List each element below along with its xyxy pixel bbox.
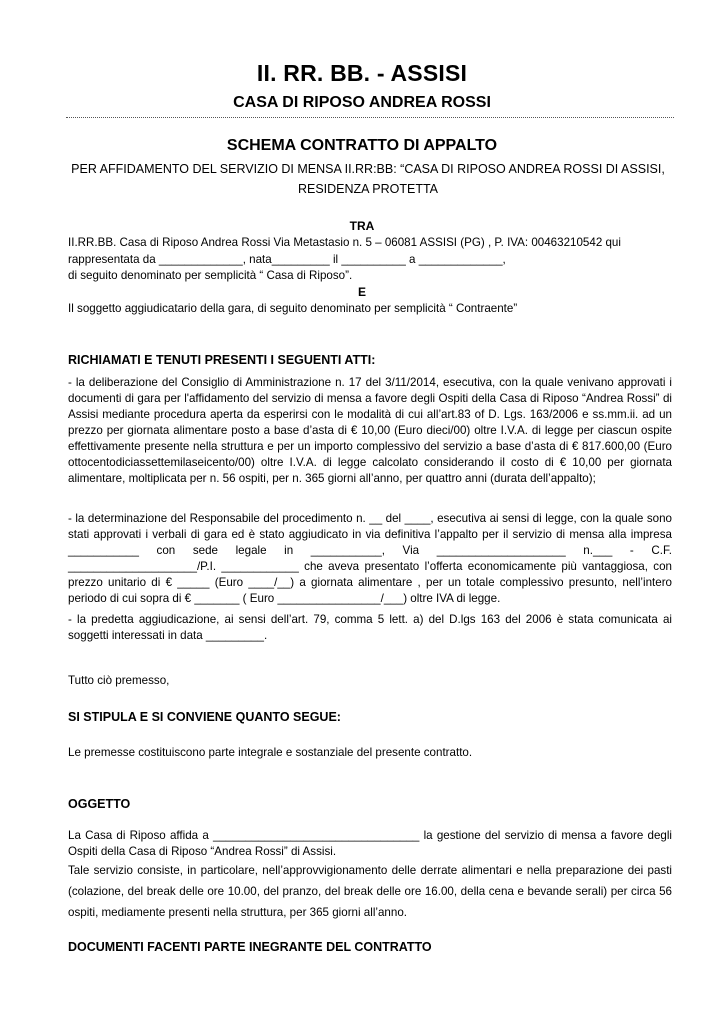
org-title: II. RR. BB. - ASSISI (256, 60, 468, 86)
header-divider (66, 117, 674, 118)
parties-line-4: Il soggetto aggiudicatario della gara, di seguito denominato per semplicità “ Contraente” (68, 302, 518, 315)
documenti-heading: DOCUMENTI FACENTI PARTE INEGRANTE DEL CONTRATTO (68, 940, 432, 954)
parties-line-2: rappresentata da _____________, nata_________ il __________ a _____________, (68, 253, 506, 266)
parties-e: E (357, 285, 366, 299)
parties-line-1: II.RR.BB. Casa di Riposo Andrea Rossi Via Metastasio n. 5 – 06081 ASSISI (PG) , P. IVA: 00463210542 qui (68, 236, 621, 249)
parties-tra: TRA (349, 219, 375, 233)
stipula-text: Le premesse costituiscono parte integrale e sostanziale del presente contratto. (68, 746, 473, 759)
richiamati-paragraph-1: - la deliberazione del Consiglio di Amministrazione n. 17 del 3/11/2014, esecutiva, con la quale venivano approvati i documenti di gara per l'affidamento del servizio di mensa a favore degli Ospiti della Casa di Riposo “Andrea Rossi” di Assisi mediante procedura aperta da esperirsi con le modalità di cui all’art.83 of D. Lgs. 163/2006 e ss.mm.ii. ad un prezzo per giornata alimentare posto a base d’asta di € 10,00 (Euro dieci/00) oltre I.V.A. di legge per ciascun ospite effettivamente presente nella struttura e per un importo complessivo del servizio a base d’asta di € 817.600,00 (Euro ottocentodiciassettemilaseicento/00) oltre I.V.A. di legge calcolato considerando il costo di € 10,00 per giornata alimentare, moltiplicata per n. 56 ospiti, per n. 365 giorni all’anno, per quattro anni (durata dell’appalto); (68, 376, 672, 485)
parties-line-3: di seguito denominato per semplicità “ Casa di Riposo”. (68, 269, 353, 282)
premesso-text: Tutto ciò premesso, (68, 674, 170, 687)
org-subtitle: CASA DI RIPOSO ANDREA ROSSI (233, 94, 491, 111)
oggetto-heading: OGGETTO (68, 797, 131, 811)
oggetto-paragraph-2: Tale servizio consiste, in particolare, nell’approvvigionamento delle derrate alimentari e nella preparazione dei pasti (colazione, del break delle ore 10.00, del pranzo, del break delle ore 16.00, della cena e bevande serali) per circa 56 ospiti, mediamente presenti nella struttura, per 365 giorni all’anno. (68, 864, 672, 919)
document-title: SCHEMA CONTRATTO DI APPALTO (226, 137, 498, 154)
richiamati-paragraph-2: - la determinazione del Responsabile del procedimento n. __ del ____, esecutiva ai sensi di legge, con la quale sono stati approvati i verbali di gara ed è stato aggiudicato in via definitiva l’appalto per il servizio di mensa alla impresa ___________ con sede legale in ___________, Via ____________________ n.___ - C.F. ____________________/P.I. ____________ che aveva presentato l’offerta economicamente più vantaggiosa, con prezzo unitario di € _____ (Euro ____/__) a giornata alimentare , per un totale complessivo presunto, nell’intero periodo di cui sopra di € _______ ( Euro ________________/___) oltre IVA di legge. (68, 512, 672, 605)
oggetto-paragraph-1: La Casa di Riposo affida a ________________________________ la gestione del servizio di mensa a favore degli Ospiti della Casa di Riposo “Andrea Rossi” di Assisi. (68, 829, 672, 858)
richiamati-heading: RICHIAMATI E TENUTI PRESENTI I SEGUENTI ATTI: (68, 353, 376, 367)
richiamati-paragraph-3: - la predetta aggiudicazione, ai sensi dell’art. 79, comma 5 lett. a) del D.lgs 163 del 2006 è stata comunicata ai soggetti interessati in data _________. (68, 613, 672, 642)
document-subtitle: PER AFFIDAMENTO DEL SERVIZIO DI MENSA II.RR:BB: “CASA DI RIPOSO ANDREA ROSSI DI ASSISI, RESIDENZA PROTETTA (71, 162, 665, 196)
stipula-heading: SI STIPULA E SI CONVIENE QUANTO SEGUE: (68, 710, 341, 724)
